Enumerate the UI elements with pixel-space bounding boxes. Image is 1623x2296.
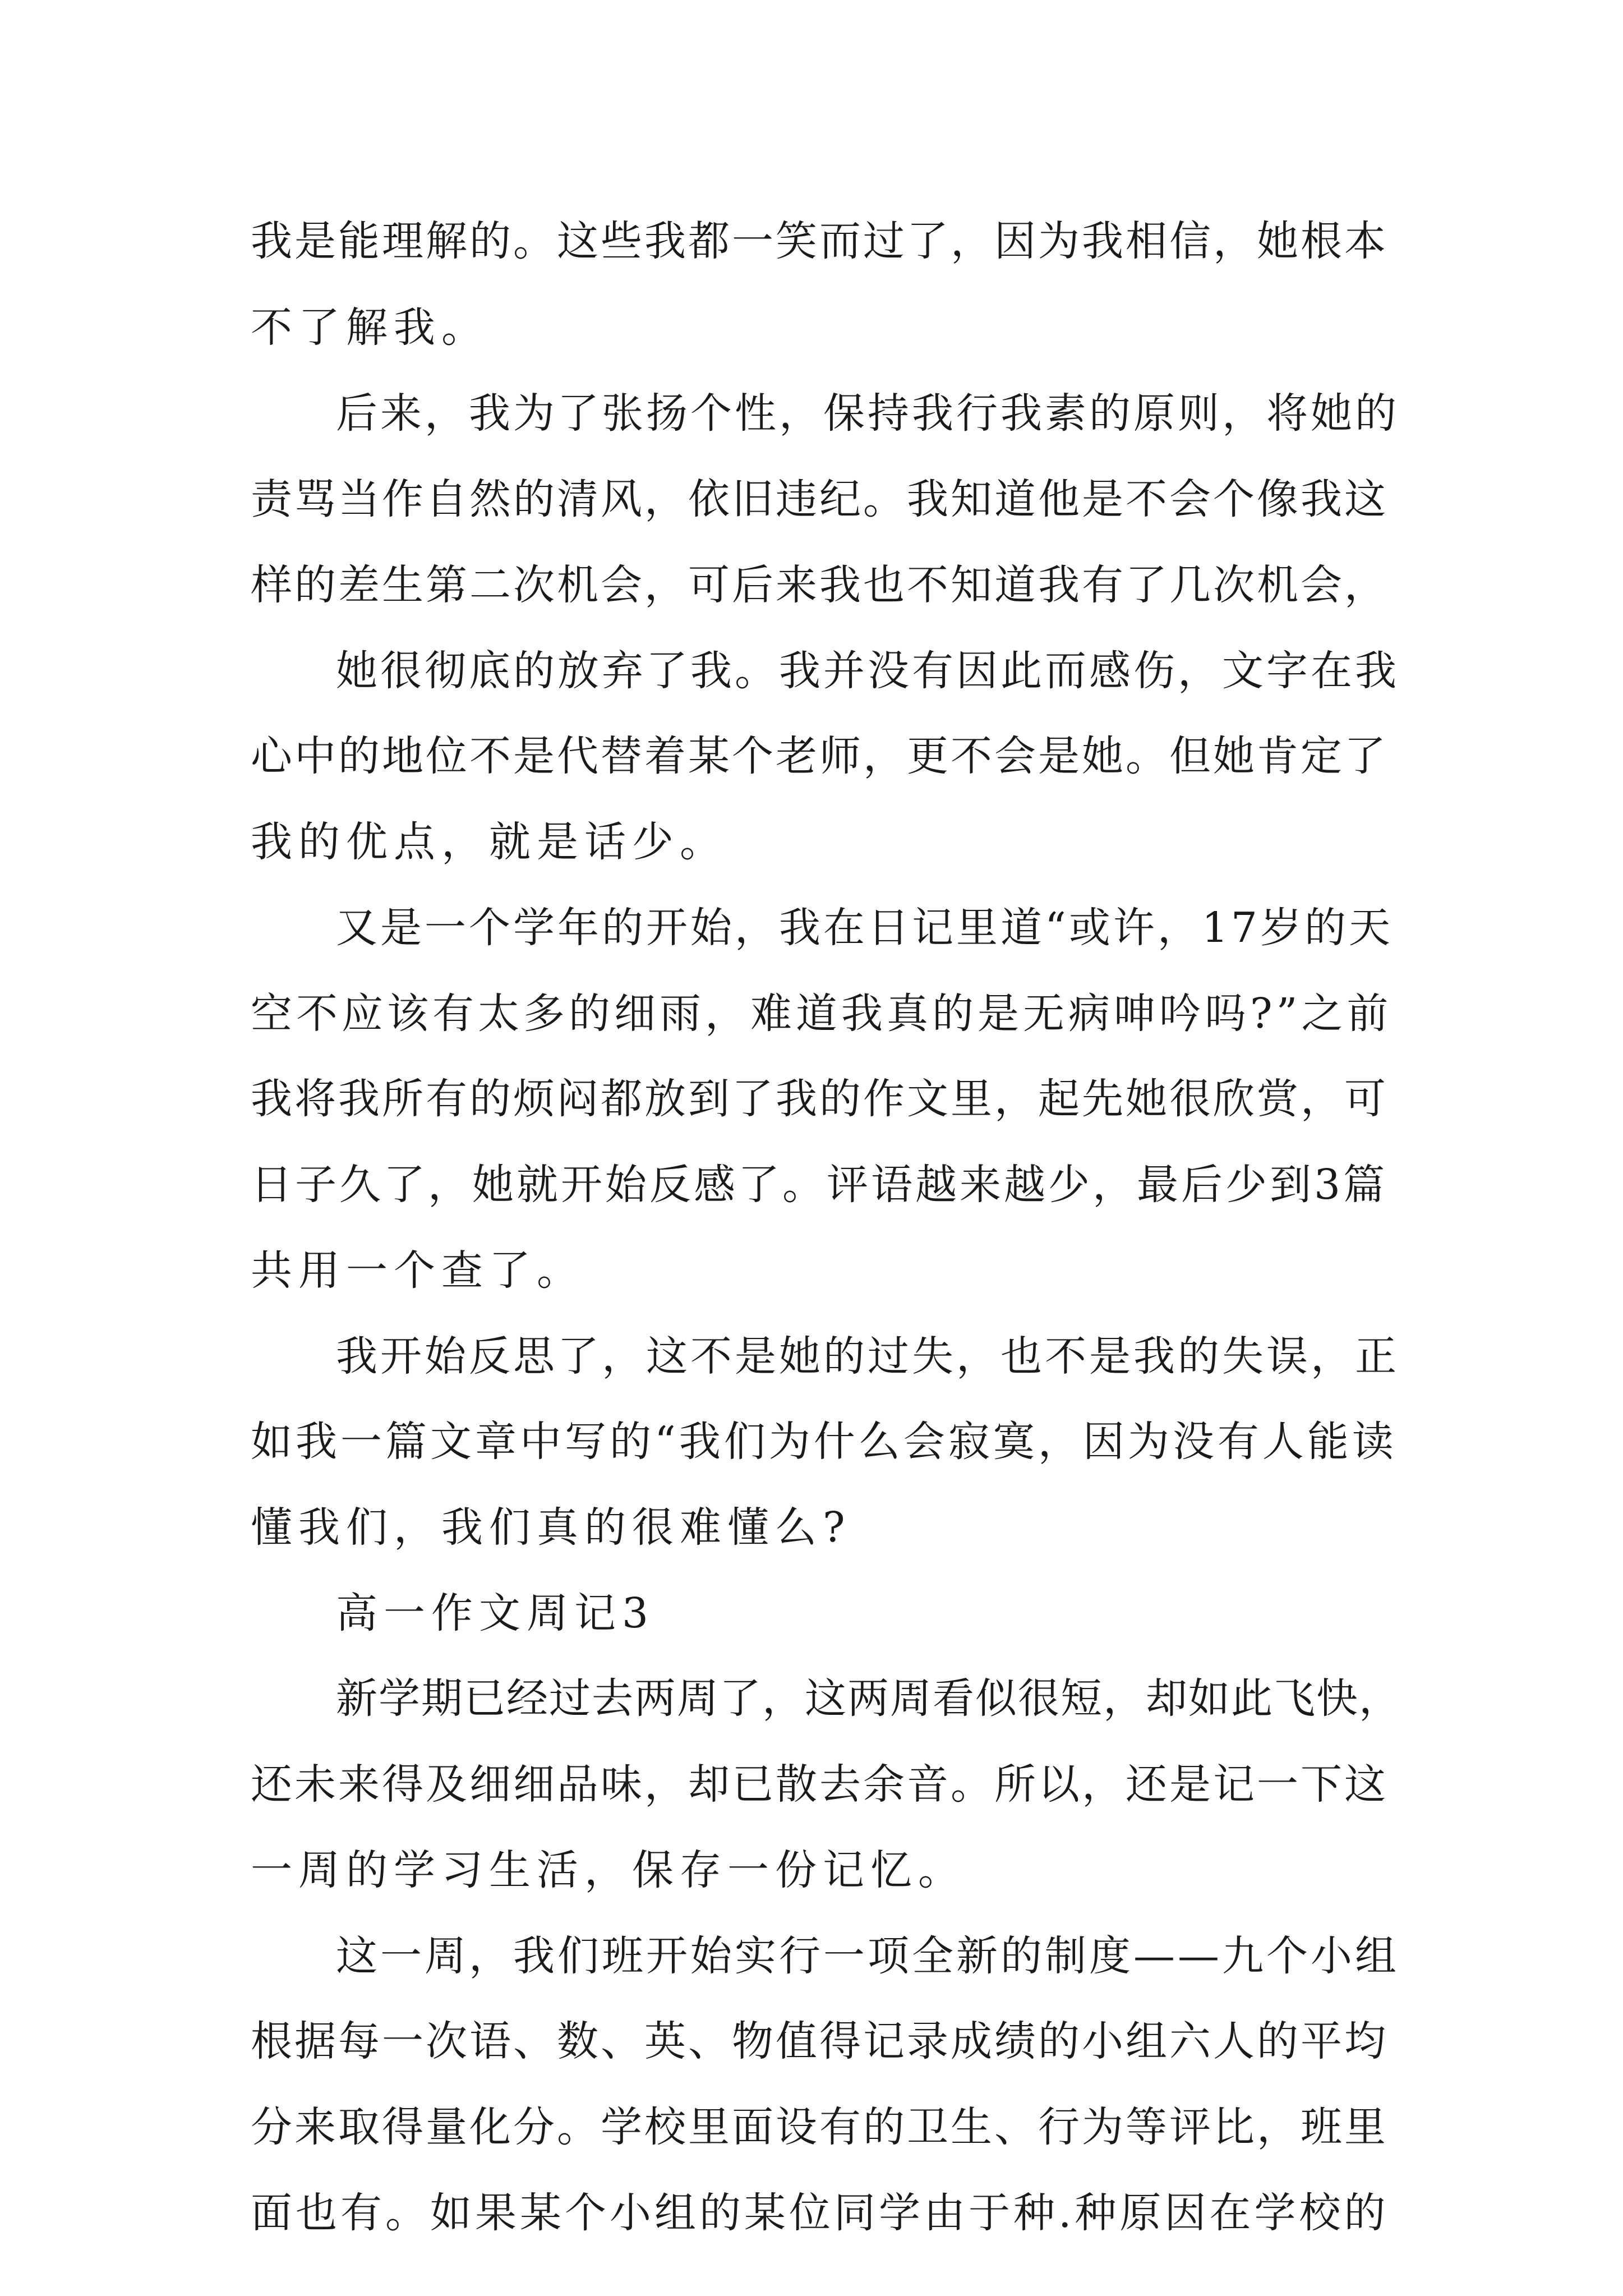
text-line: 根据每一次语、数、英、物值得记录成绩的小组六人的平均	[251, 2017, 1388, 2065]
text-line: 共用一个查了。	[251, 1246, 584, 1295]
text-line: 一周的学习生活，保存一份记忆。	[251, 1846, 966, 1894]
text-line: 责骂当作自然的清风，依旧违纪。我知道他是不会个像我这	[251, 475, 1388, 523]
text-line: 我的优点，就是话少。	[251, 818, 727, 866]
paragraph-first-line: 又是一个学年的开始，我在日记里道“或许，17岁的天	[336, 904, 1393, 952]
text-line: 日子久了，她就开始反感了。评语越来越少，最后少到3篇	[251, 1161, 1388, 1209]
text-line: 心中的地位不是代替着某个老师，更不会是她。但她肯定了	[251, 732, 1388, 780]
text-line: 我是能理解的。这些我都一笑而过了，因为我相信，她根本	[251, 217, 1388, 265]
text-line: 空不应该有太多的细雨，难道我真的是无病呻吟吗?”之前	[251, 990, 1393, 1038]
text-line: 懂我们，我们真的很难懂么?	[251, 1503, 851, 1552]
text-line: 还未来得及细细品味，却已散去余音。所以，还是记一下这	[251, 1760, 1388, 1809]
text-line: 如我一篇文章中写的“我们为什么会寂寞，因为没有人能读	[251, 1418, 1397, 1466]
text-line: 我将我所有的烦闷都放到了我的作文里，起先她很欣赏，可	[251, 1075, 1388, 1123]
text-line: 不了解我。	[251, 303, 489, 352]
text-line: 样的差生第二次机会，可后来我也不知道我有了几次机会，	[251, 561, 1388, 609]
paragraph-first-line: 我开始反思了，这不是她的过失，也不是我的失误，正	[336, 1332, 1399, 1381]
paragraph-first-line: 后来，我为了张扬个性，保持我行我素的原则，将她的	[336, 389, 1399, 438]
paragraph-first-line: 这一周，我们班开始实行一项全新的制度——九个小组	[336, 1932, 1399, 1980]
text-line: 面也有。如果某个小组的某位同学由于种.种原因在学校的	[251, 2189, 1389, 2237]
section-heading: 高一作文周记3	[336, 1589, 655, 1637]
paragraph-first-line: 她很彻底的放弃了我。我并没有因此而感伤，文字在我	[336, 647, 1399, 695]
text-line: 分来取得量化分。学校里面设有的卫生、行为等评比，班里	[251, 2103, 1388, 2151]
paragraph-first-line: 新学期已经过去两周了，这两周看似很短，却如此飞快，	[336, 1674, 1401, 1723]
